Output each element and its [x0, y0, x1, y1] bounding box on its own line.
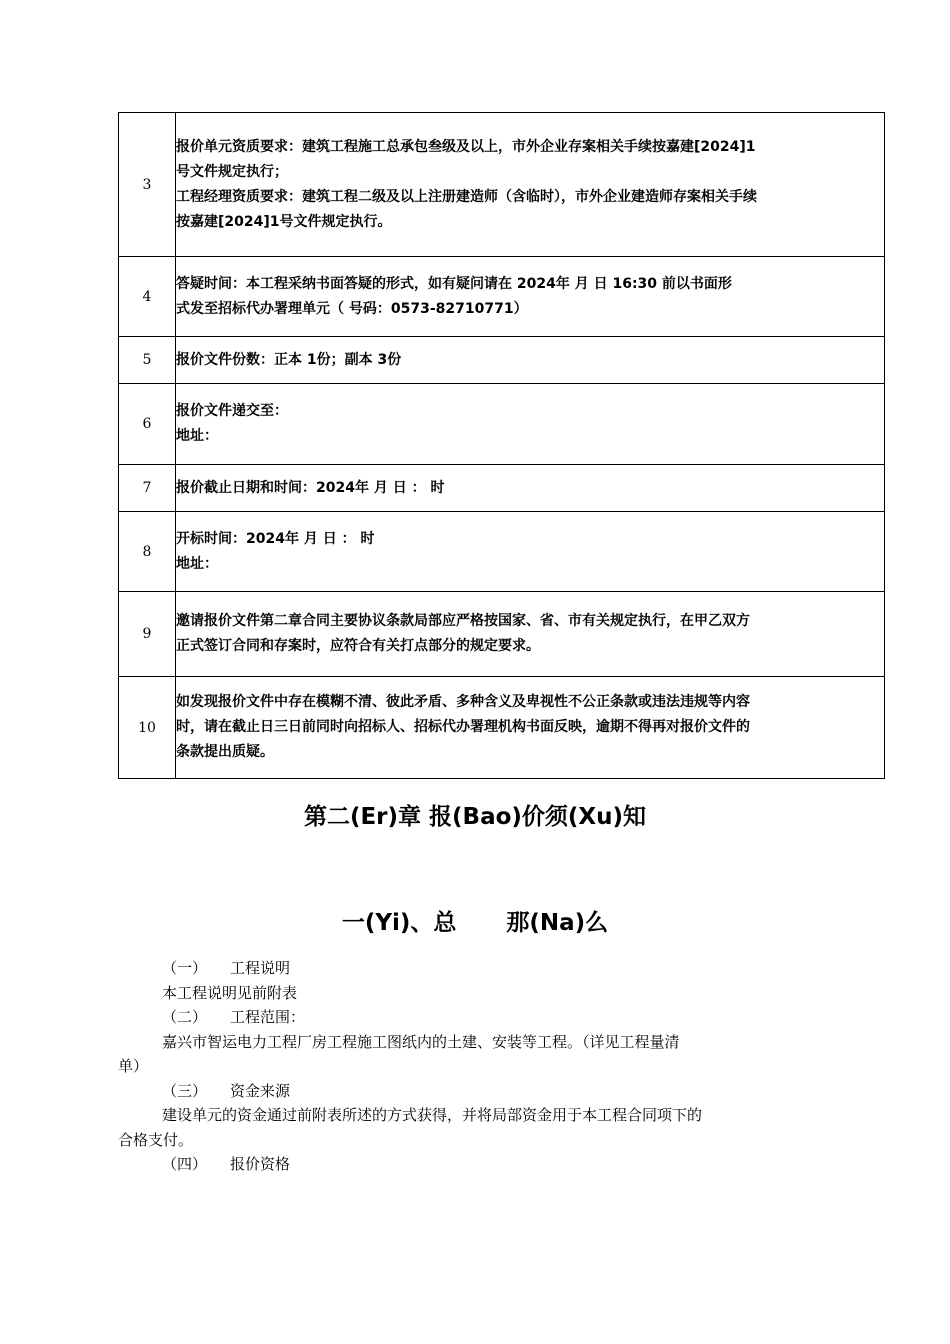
row-line: 按嘉建[2024]1号文件规定执行。	[176, 213, 392, 230]
paragraph: 本工程说明见前附表	[162, 983, 298, 1002]
row-line: 报价文件份数：正本 1份；副本 3份	[176, 351, 402, 368]
row-line: 报价单元资质要求：建筑工程施工总承包叁级及以上，市外企业存案相关手续按嘉建[2024]1	[176, 138, 756, 155]
section-title	[0, 904, 950, 937]
subheading-number: （二）	[162, 1008, 208, 1026]
table-row	[119, 465, 885, 512]
table-row	[119, 592, 885, 677]
paragraph-continuation: 合格支付。	[118, 1130, 194, 1149]
table-row	[119, 384, 885, 465]
paragraph: 建设单元的资金通过前附表所述的方式获得，并将局部资金用于本工程合同项下的	[162, 1106, 703, 1124]
subheading	[118, 956, 838, 981]
subheading	[118, 1079, 838, 1104]
paragraph-continuation: 单）	[118, 1057, 149, 1075]
row-number: 3	[119, 113, 176, 257]
row-number: 7	[119, 465, 176, 512]
row-line: 式发至招标代办署理单元（ 号码：0573-82710771）	[176, 300, 528, 317]
row-number: 5	[119, 337, 176, 384]
row-line: 条款提出质疑。	[176, 744, 274, 760]
row-content	[176, 384, 885, 465]
row-line: 报价截止日期和时间：2024年 月 日 ： 时	[176, 479, 445, 496]
row-line: 邀请报价文件第二章合同主要协议条款局部应严格按国家、省、市有关规定执行，在甲乙双方	[176, 613, 750, 629]
body-text	[118, 956, 838, 1177]
row-number: 6	[119, 384, 176, 465]
subheading-number: （一）	[162, 959, 208, 977]
subheading-label: 工程范围：	[230, 1008, 306, 1026]
row-number: 9	[119, 592, 176, 677]
row-content	[176, 677, 885, 779]
row-line: 答疑时间：本工程采纳书面答疑的形式，如有疑问请在 2024年 月 日 16:30 前以书面形	[176, 275, 732, 292]
table-row	[119, 257, 885, 337]
row-content	[176, 592, 885, 677]
row-content	[176, 257, 885, 337]
row-line: 工程经理资质要求：建筑工程二级及以上注册建造师（含临时），市外企业建造师存案相关手续	[176, 188, 757, 205]
row-content	[176, 512, 885, 592]
row-content	[176, 337, 885, 384]
subheading-label: 工程说明	[230, 959, 291, 977]
row-line: 正式签订合同和存案时，应符合有关打点部分的规定要求。	[176, 638, 540, 654]
table-row	[119, 113, 885, 257]
row-line: 号文件规定执行；	[176, 163, 288, 180]
requirements-table	[118, 112, 885, 779]
subheading-number: （三）	[162, 1081, 208, 1100]
subheading-number: （四）	[162, 1155, 208, 1173]
row-line: 地址：	[176, 428, 218, 444]
row-number: 4	[119, 257, 176, 337]
table-row	[119, 512, 885, 592]
row-line: 报价文件递交至：	[176, 403, 288, 419]
subheading	[118, 1005, 838, 1030]
subheading-label: 报价资格	[230, 1155, 291, 1173]
paragraph: 嘉兴市智运电力工程厂房工程施工图纸内的土建、安装等工程。（详见工程量清	[162, 1032, 680, 1051]
row-line: 地址：	[176, 555, 218, 572]
row-line: 开标时间：2024年 月 日 ： 时	[176, 530, 375, 547]
table-row	[119, 337, 885, 384]
row-content	[176, 113, 885, 257]
subheading-label: 资金来源	[230, 1081, 291, 1100]
row-line: 时，请在截止日三日前同时向招标人、招标代办署理机构书面反映，逾期不得再对报价文件的	[176, 719, 750, 735]
section-title-left: 一(Yi)、总	[341, 910, 457, 936]
chapter-title: 第二(Er)章 报(Bao)价须(Xu)知	[303, 804, 647, 830]
section-title-right: 那(Na)么	[506, 910, 609, 936]
row-line: 如发现报价文件中存在模糊不清、彼此矛盾、多种含义及卑视性不公正条款或违法违规等内容	[176, 694, 750, 710]
table-row	[119, 677, 885, 779]
row-number: 8	[119, 512, 176, 592]
subheading	[118, 1152, 838, 1177]
row-content	[176, 465, 885, 512]
row-number: 10	[119, 677, 176, 779]
